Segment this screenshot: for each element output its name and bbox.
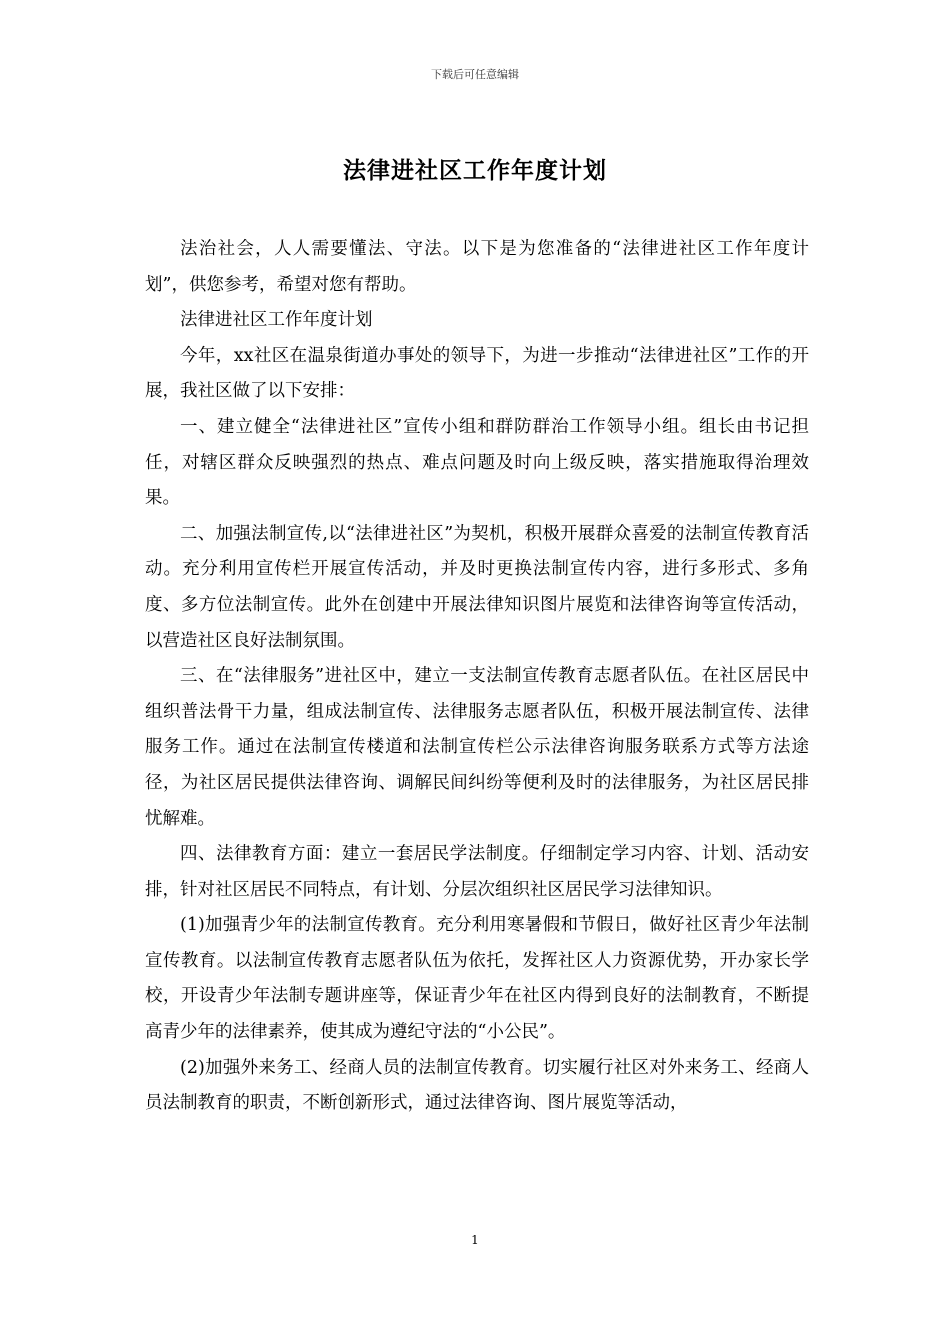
document-title: 法律进社区工作年度计划 [343,157,607,184]
document-body [145,232,809,1122]
page-header-note: 下载后可任意编辑 [431,68,519,81]
paragraph-subtitle: 法律进社区工作年度计划 [180,310,373,331]
paragraph-subitem-1: (1)加强青少年的法制宣传教育。充分利用寒暑假和节假日，做好社区青少年法制宣传教育。以法制宣传教育志愿者队伍为依托，发挥社区人力资源优势，开办家长学校，开设青少年法制专题讲座等，保证青少年在社区内得到良好的法制教育，不断提高青少年的法律素养，使其成为遵纪守法的“小公民”。 [145,915,809,1043]
paragraph-item-3: 三、在“法律服务”进社区中，建立一支法制宣传教育志愿者队伍。在社区居民中组织普法骨干力量，组成法制宣传、法律服务志愿者队伍，积极开展法制宣传、法律服务工作。通过在法制宣传楼道和法制宣传栏公示法律咨询服务联系方式等方法途径，为社区居民提供法律咨询、调解民间纠纷等便利及时的法律服务，为社区居民排忧解难。 [145,666,809,829]
paragraph-item-4: 四、法律教育方面：建立一套居民学法制度。仔细制定学习内容、计划、活动安排，针对社区居民不同特点，有计划、分层次组织社区居民学习法律知识。 [145,844,809,900]
paragraph-intro: 法治社会，人人需要懂法、守法。以下是为您准备的“法律进社区工作年度计划”，供您参考，希望对您有帮助。 [145,239,809,295]
paragraph-overview: 今年，xx社区在温泉街道办事处的领导下，为进一步推动“法律进社区”工作的开展，我社区做了以下安排： [145,345,809,402]
paragraph-item-1: 一、建立健全“法律进社区”宣传小组和群防群治工作领导小组。组长由书记担任，对辖区群众反映强烈的热点、难点问题及时向上级反映，落实措施取得治理效果。 [145,416,809,509]
paragraph-subitem-2: (2)加强外来务工、经商人员的法制宣传教育。切实履行社区对外来务工、经商人员法制教育的职责，不断创新形式，通过法律咨询、图片展览等活动， [145,1057,809,1114]
page-number: 1 [471,1233,479,1247]
paragraph-item-2: 二、加强法制宣传,以“法律进社区”为契机，积极开展群众喜爱的法制宣传教育活动。充分利用宣传栏开展宣传活动，并及时更换法制宣传内容，进行多形式、多角度、多方位法制宣传。此外在创建中开展法律知识图片展览和法律咨询等宣传活动，以营造社区良好法制氛围。 [145,523,809,651]
